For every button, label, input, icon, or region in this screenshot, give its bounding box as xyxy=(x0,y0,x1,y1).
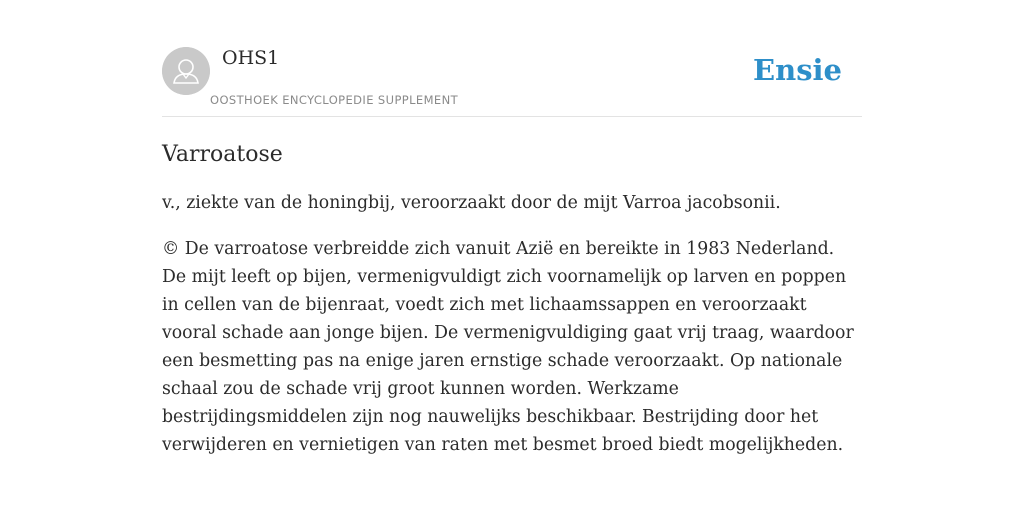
user-avatar-icon[interactable] xyxy=(162,47,210,95)
source-label[interactable]: OOSTHOEK ENCYCLOPEDIE SUPPLEMENT xyxy=(210,93,459,107)
definition-paragraph: v., ziekte van de honingbij, veroorzaakt door de mijt Varroa jacobsonii. xyxy=(162,193,781,213)
brand-logo[interactable]: Ensie xyxy=(753,53,842,87)
author-name[interactable]: OHS1 xyxy=(222,47,280,69)
article-title: Varroatose xyxy=(162,142,283,167)
body-paragraph: © De varroatose verbreidde zich vanuit Azië en bereikte in 1983 Nederland. De mijt leeft op bijen, vermenigvuldigt zich voornamelijk op larven en poppen in cellen van de bijenraat, voedt zich met lichaamssappen en veroorzaakt vooral schade aan jonge bijen. De vermenigvuldiging gaat vrij traag, waardoor een besmetting pas na enige jaren ernstige schade veroorzaakt. Op nationale schaal zou de schade vrij groot kunnen worden. Werkzame bestrijdingsmiddelen zijn nog nauwelijks beschikbaar. Bestrijding door het verwijderen en vernietigen van raten met besmet broed biedt mogelijkheden. xyxy=(162,239,854,455)
entry-header xyxy=(162,46,862,117)
article-content xyxy=(162,137,862,477)
